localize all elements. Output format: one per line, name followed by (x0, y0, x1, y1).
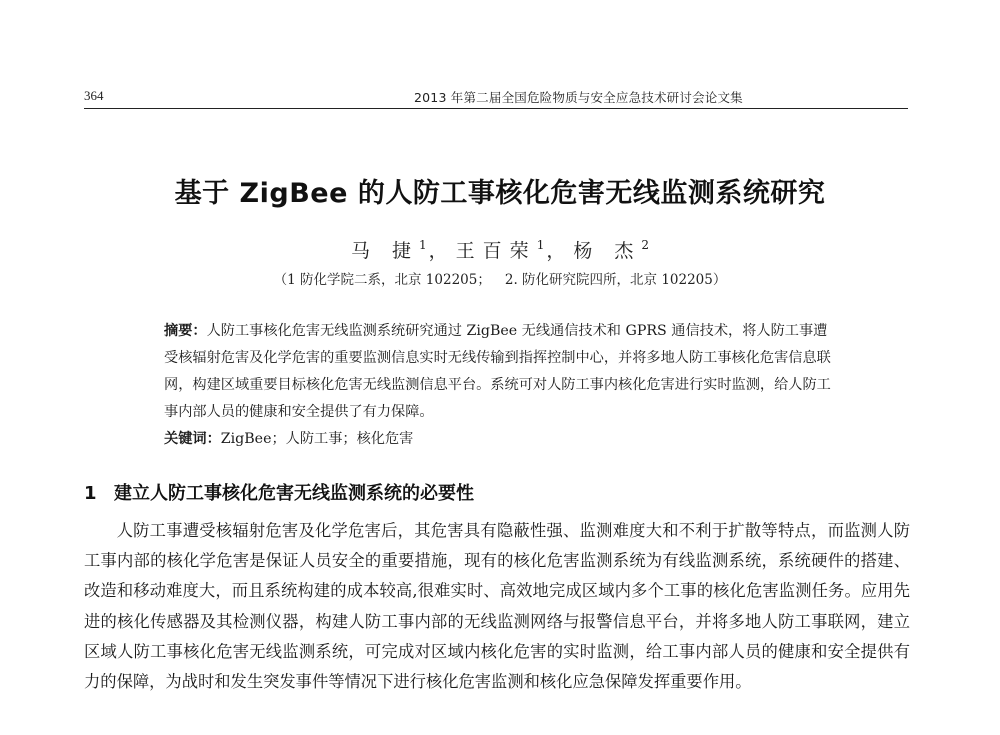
author-name: 杨 杰 (573, 240, 642, 262)
keywords-text: ZigBee；人防工事；核化危害 (220, 431, 414, 447)
affiliation-2: 2. 防化研究院四所，北京 102205） (504, 272, 727, 288)
author-list (0, 236, 1000, 263)
journal-title: 2013 年第二届全国危险物质与安全应急技术研讨会论文集 (414, 90, 743, 105)
author-name: 马 捷 (350, 240, 420, 262)
abstract (164, 318, 840, 426)
section-heading (84, 479, 474, 505)
author-affiliation-mark: 1 (419, 238, 427, 252)
abstract-text: 人防工事核化危害无线监测系统研究通过 ZigBee 无线通信技术和 GPRS 通信技术，将人防工事遭受核辐射危害及化学危害的重要监测信息实时无线传输到指挥控制中心，并将多地人防工事核化危害信息联网，构建区域重要目标核化危害无线监测信息平台。系统可对人防工事内核化危害进行实时监测，给人防工事内部人员的健康和安全提供了有力保障。 (164, 323, 831, 420)
affiliations (0, 268, 1000, 288)
section-body (84, 516, 910, 697)
running-header (84, 86, 908, 109)
author-affiliation-mark: 2 (641, 238, 650, 252)
page-number: 364 (84, 88, 104, 103)
abstract-label: 摘要： (164, 323, 207, 339)
section-number: 1 (84, 483, 97, 504)
author-name: 王百荣 (455, 240, 537, 262)
author-separator: ， (428, 240, 448, 262)
author-affiliation-mark: 1 (536, 238, 545, 252)
body-paragraph: 人防工事遭受核辐射危害及化学危害后，其危害具有隐蔽性强、监测难度大和不利于扩散等特点，而监测人防工事内部的核化学危害是保证人员安全的重要措施，现有的核化危害监测系统为有线监测系统，系统硬件的搭建、改造和移动难度大，而且系统构建的成本较高,很难实时、高效地完成区域内多个工事的核化危害监测任务。应用先进的核化传感器及其检测仪器，构建人防工事内部的无线监测网络与报警信息平台，并将多地人防工事联网，建立区域人防工事核化危害无线监测系统，可完成对区域内核化危害的实时监测，给工事内部人员的健康和安全提供有力的保障，为战时和发生突发事件等情况下进行核化危害监测和核化应急保障发挥重要作用。 (84, 521, 910, 692)
author-separator: ， (546, 240, 566, 262)
keywords (164, 428, 413, 448)
section-title: 建立人防工事核化危害无线监测系统的必要性 (114, 483, 474, 504)
paper-title: 基于 ZigBee 的人防工事核化危害无线监测系统研究 (174, 178, 826, 209)
keywords-label: 关键词： (164, 431, 221, 447)
affiliation-1: （1 防化学院二系，北京 102205； (273, 272, 491, 288)
